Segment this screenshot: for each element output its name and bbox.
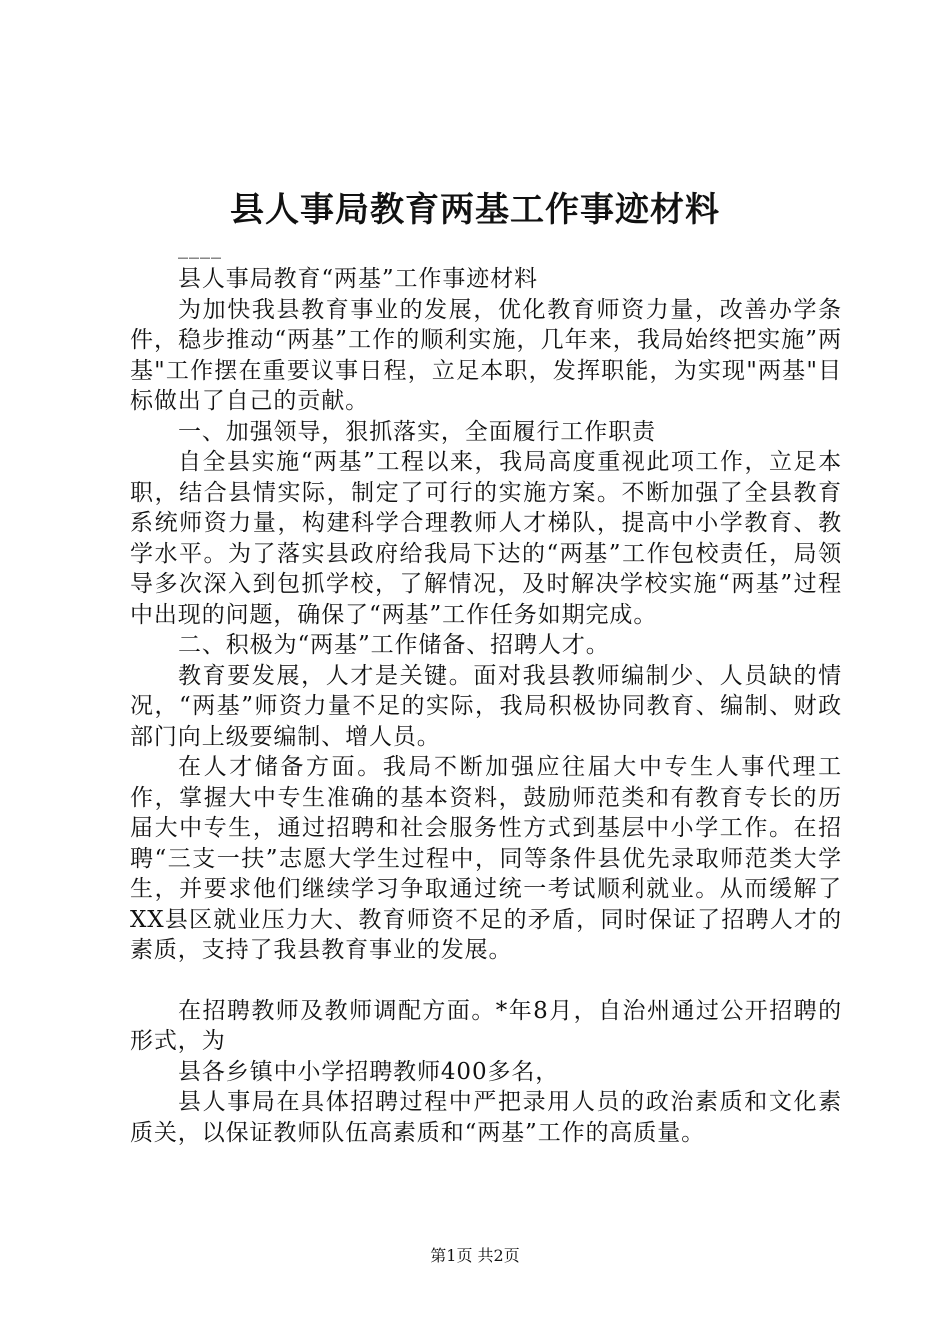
- paragraph-subtitle: 县人事局教育“两基”工作事迹材料: [178, 266, 538, 292]
- document-title: 县人事局教育两基工作事迹材料: [230, 190, 720, 230]
- paragraph-recruit-count: 县各乡镇中小学招聘教师400多名，: [178, 1058, 560, 1085]
- paragraph-talent: 教育要发展，人才是关键。面对我县教师编制少、人员缺的情况，“两基”师资力量不足的实际，我局积极协同教育、编制、财政部门向上级要编制、增人员。: [130, 662, 842, 750]
- section-heading-1: 一、加强领导，狠抓落实，全面履行工作职责: [178, 418, 656, 445]
- section-heading-2: 二、积极为“两基”工作储备、招聘人才。: [178, 632, 610, 658]
- paragraph-section-1: 自全县实施“两基”工程以来，我局高度重视此项工作，立足本职，结合县情实际，制定了可行的实施方案。不断加强了全县教育系统师资力量，构建科学合理教师人才梯队，提高中小学教育、教学水平。为了落实县政府给我局下达的“两基”工作包校责任，局领导多次深入到包抓学校，了解情况，及时解决学校实施“两基”过程中出现的问题，确保了“两基”工作任务如期完成。: [130, 449, 842, 628]
- paragraph-reserve: 在人才储备方面。我局不断加强应往届大中专生人事代理工作，掌握大中专生准确的基本资料，鼓励师范类和有教育专长的历届大中专生，通过招聘和社会服务性方式到基层中小学工作。在招聘“三支一扶”志愿大学生过程中，同等条件县优先录取师范类大学生，并要求他们继续学习争取通过统一考试顺利就业。从而缓解了XX县区就业压力大、教育师资不足的矛盾，同时保证了招聘人才的素质，支持了我县教育事业的发展。: [130, 754, 842, 963]
- page-footer: 第1页 共2页: [430, 1246, 520, 1265]
- title-separator: ____: [178, 235, 222, 259]
- paragraph-quality: 县人事局在具体招聘过程中严把录用人员的政治素质和文化素质关，以保证教师队伍高素质和“两基”工作的高质量。: [130, 1089, 842, 1146]
- paragraph-intro: 为加快我县教育事业的发展，优化教育师资力量，改善办学条件，稳步推动“两基”工作的顺利实施，几年来，我局始终把实施”两基"工作摆在重要议事日程，立足本职，发挥职能，为实现"两基"目标做出了自己的贡献。: [130, 296, 842, 414]
- paragraph-recruit: 在招聘教师及教师调配方面。*年8月，自治州通过公开招聘的形式，为: [130, 997, 842, 1054]
- document-body: [130, 264, 842, 1148]
